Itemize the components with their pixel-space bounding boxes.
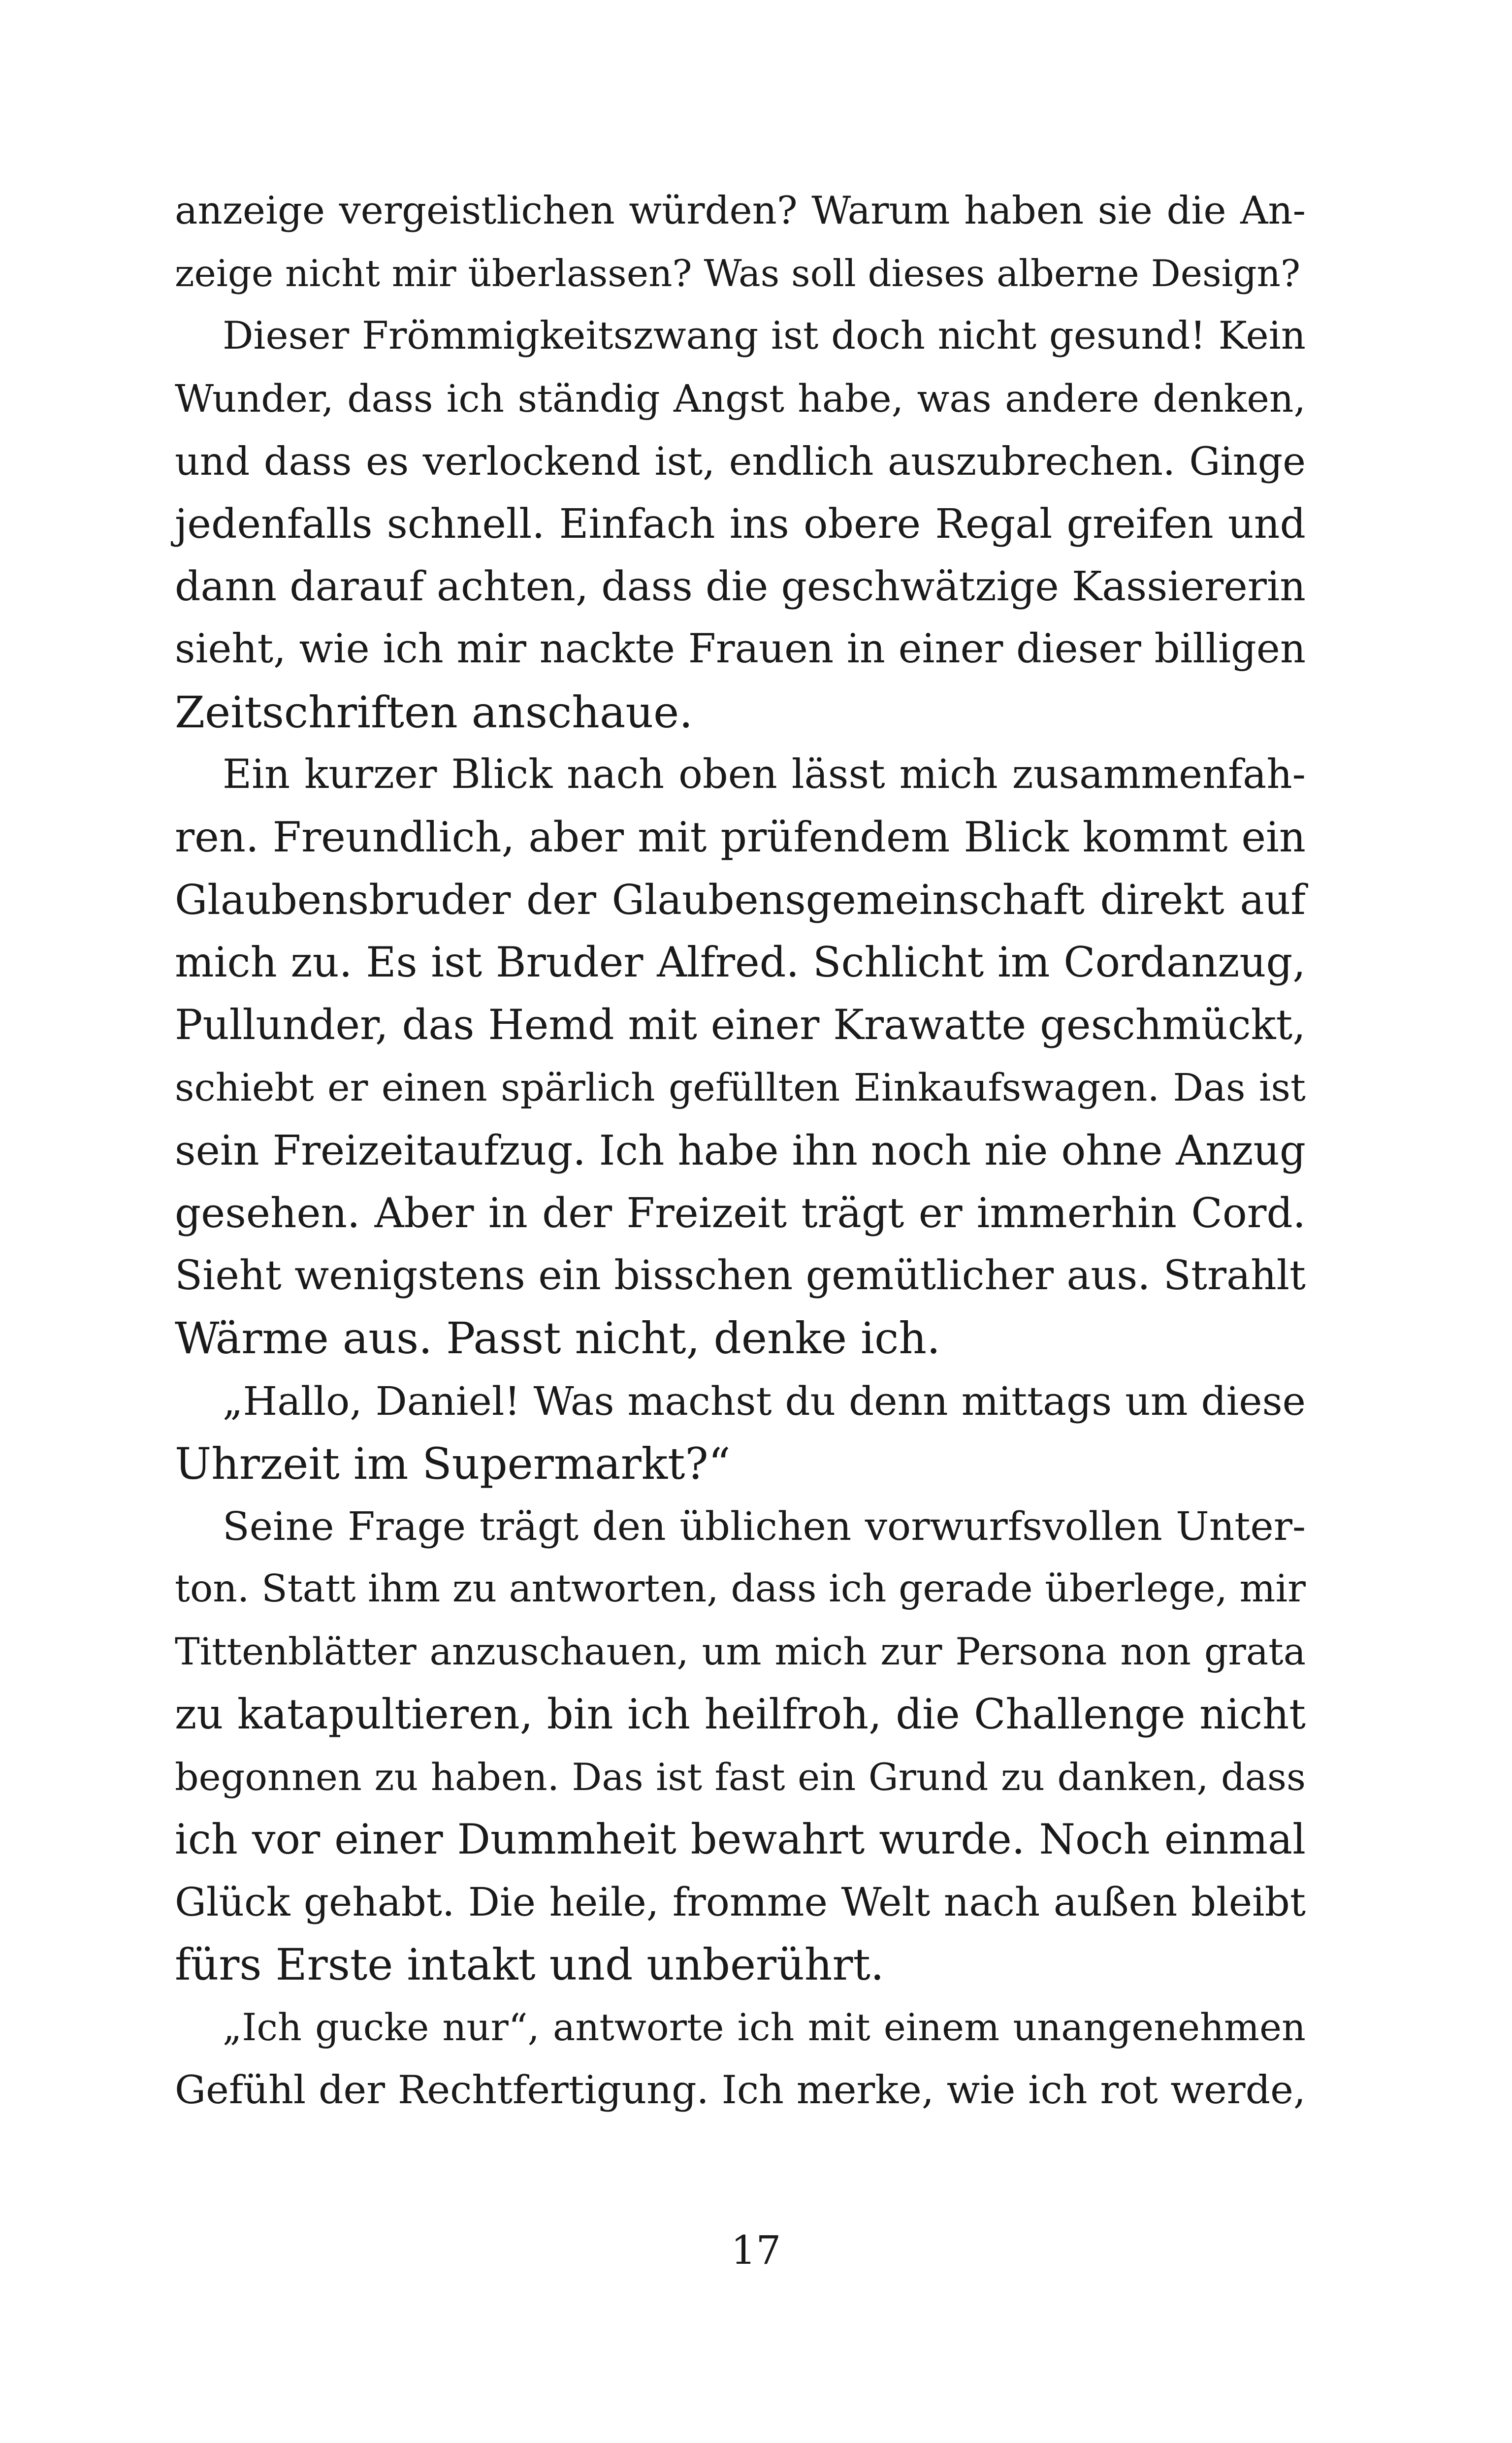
- text-line-content: anzeige vergeistlichen würden? Warum haben sie die An-: [175, 189, 1306, 233]
- text-line-content: gesehen. Aber in der Freizeit trägt er immerhin Cord.: [175, 1189, 1306, 1237]
- body-text: [175, 180, 1306, 2121]
- text-line-content: Uhrzeit im Supermarkt?“: [175, 1438, 731, 1489]
- text-line-content: dann darauf achten, dass die geschwätzige Kassiererin: [175, 563, 1306, 611]
- text-line-content: Glaubensbruder der Glaubensgemeinschaft direkt auf: [175, 876, 1306, 924]
- text-line: [175, 305, 1306, 367]
- text-line: [175, 1182, 1306, 1244]
- text-line: [175, 806, 1306, 869]
- text-line: [175, 931, 1306, 994]
- text-line-content: zu katapultieren, bin ich heilfroh, die Challenge nicht: [175, 1690, 1306, 1738]
- text-line: [175, 1057, 1306, 1119]
- text-line: [175, 1620, 1306, 1683]
- text-line-content: Seine Frage trägt den üblichen vorwurfsvollen Unter-: [223, 1503, 1306, 1549]
- text-line-content: Zeitschriften anschaue.: [175, 686, 693, 738]
- page-number: 17: [731, 2227, 781, 2273]
- text-line: [175, 1495, 1306, 1558]
- text-line: [175, 994, 1306, 1056]
- text-line-content: schiebt er einen spärlich gefüllten Einkaufswagen. Das ist: [175, 1066, 1306, 1110]
- text-line: [175, 242, 1306, 305]
- text-line-content: Ein kurzer Blick nach oben lässt mich zusammenfah-: [223, 751, 1306, 798]
- text-line: [175, 1933, 1306, 1996]
- text-line-content: sein Freizeitaufzug. Ich habe ihn noch nie ohne Anzug: [175, 1126, 1306, 1174]
- text-line-content: Wärme aus. Passt nicht, denke ich.: [175, 1313, 941, 1364]
- text-line: [175, 1996, 1306, 2058]
- text-line: [175, 869, 1306, 931]
- text-line: [175, 1119, 1306, 1182]
- text-line-content: ton. Statt ihm zu antworten, dass ich gerade überlege, mir: [175, 1567, 1306, 1611]
- text-line-content: und dass es verlockend ist, endlich auszubrechen. Ginge: [175, 438, 1306, 484]
- text-line-content: Sieht wenigstens ein bisschen gemütlicher aus. Strahlt: [175, 1252, 1306, 1300]
- text-line: [175, 618, 1306, 681]
- text-line-content: ich vor einer Dummheit bewahrt wurde. Noch einmal: [175, 1815, 1306, 1863]
- text-line: [175, 180, 1306, 242]
- text-line-content: „Hallo, Daniel! Was machst du denn mittags um diese: [223, 1378, 1306, 1424]
- text-line: [175, 1433, 1306, 1495]
- text-line: [175, 2059, 1306, 2121]
- text-line-content: Gefühl der Rechtfertigung. Ich merke, wie ich rot werde,: [175, 2067, 1306, 2113]
- text-line: [175, 430, 1306, 493]
- text-line-content: Wunder, dass ich ständig Angst habe, was andere denken,: [175, 377, 1306, 421]
- text-line-content: begonnen zu haben. Das ist fast ein Grund zu danken, dass: [175, 1755, 1306, 1799]
- text-line-content: zeige nicht mir überlassen? Was soll dieses alberne Design?: [175, 252, 1301, 295]
- text-line: [175, 1746, 1306, 1808]
- text-line-content: mich zu. Es ist Bruder Alfred. Schlicht im Cordanzug,: [175, 938, 1306, 987]
- text-line-content: sieht, wie ich mir nackte Frauen in einer dieser billigen: [175, 626, 1306, 673]
- text-line-content: jedenfalls schnell. Einfach ins obere Regal greifen und: [175, 500, 1306, 548]
- text-line: [175, 1558, 1306, 1620]
- text-line-content: Pullunder, das Hemd mit einer Krawatte geschmückt,: [175, 1001, 1306, 1049]
- text-line-content: fürs Erste intakt und unberührt.: [175, 1939, 884, 1990]
- text-line: [175, 1808, 1306, 1871]
- text-line: [175, 368, 1306, 430]
- text-line: [175, 1244, 1306, 1307]
- text-line-content: ren. Freundlich, aber mit prüfendem Blick kommt ein: [175, 813, 1306, 861]
- text-line: [175, 1871, 1306, 1933]
- text-line: [175, 681, 1306, 744]
- text-line: [175, 493, 1306, 555]
- text-line-content: Glück gehabt. Die heile, fromme Welt nach außen bleibt: [175, 1879, 1306, 1925]
- text-line: [175, 744, 1306, 806]
- text-line: [175, 1370, 1306, 1433]
- text-line: [175, 555, 1306, 618]
- text-line-content: „Ich gucke nur“, antworte ich mit einem unangenehmen: [223, 2005, 1306, 2050]
- text-line-content: Dieser Frömmigkeitszwang ist doch nicht gesund! Kein: [223, 314, 1306, 358]
- text-line-content: Tittenblätter anzuschauen, um mich zur Persona non grata: [175, 1629, 1306, 1674]
- text-line: [175, 1683, 1306, 1746]
- text-line: [175, 1307, 1306, 1369]
